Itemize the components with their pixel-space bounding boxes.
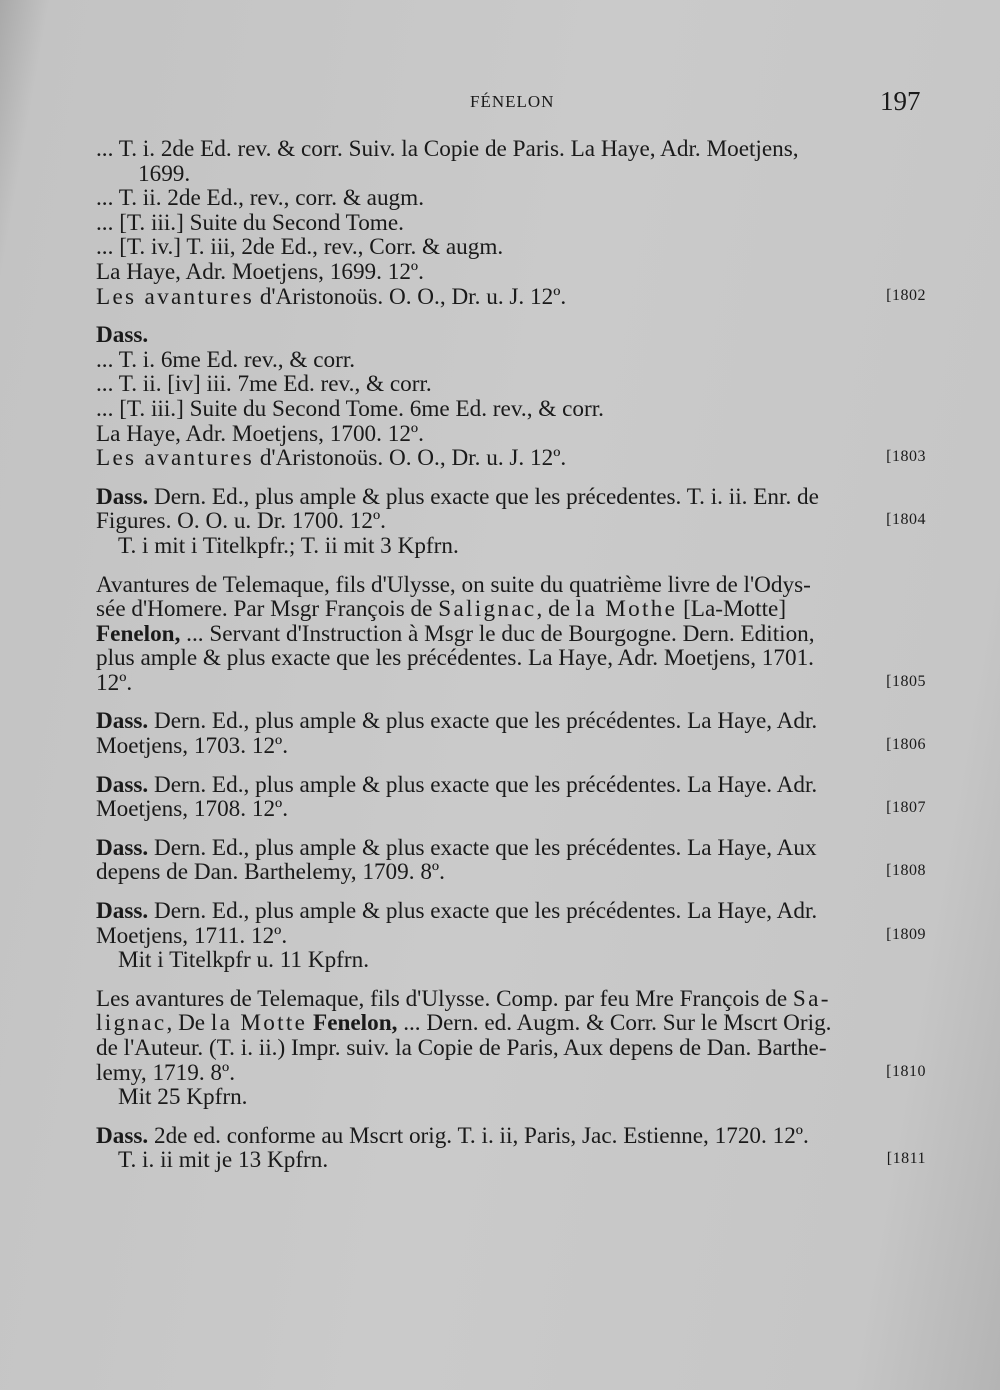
entry-1805 xyxy=(96,573,926,696)
entry-line xyxy=(96,773,926,798)
entry-number: [1807 xyxy=(886,799,926,817)
spaced-text: Sa- xyxy=(792,985,831,1012)
entry-text: 12º. xyxy=(96,669,133,696)
entry-text: Moetjens, 1708. 12º. xyxy=(96,796,289,823)
entry-line xyxy=(96,1124,926,1149)
entry-note: T. i. ii mit je 13 Kpfrn. xyxy=(118,1147,329,1174)
entry-line: plus ample & plus exacte que les précédentes. La Haye, Adr. Moetjens, 1701. xyxy=(96,645,814,672)
page-header xyxy=(0,86,1000,120)
entry-text: lemy, 1719. 8º. xyxy=(96,1059,235,1086)
entry-line xyxy=(96,671,926,696)
entry-dass: Dass. xyxy=(96,771,149,798)
entry-line: Avantures de Telemaque, fils d'Ulysse, on suite du quatrième livre de l'Odys- xyxy=(96,571,811,598)
entry-line xyxy=(96,485,926,510)
entry-line xyxy=(96,734,926,759)
entry-line xyxy=(96,1011,926,1036)
entry-line: La Haye, Adr. Moetjens, 1699. 12º. xyxy=(96,258,424,285)
entry-text: Dern. Ed., plus ample & plus exacte que les précédentes. La Haye. Adr. xyxy=(148,771,818,798)
entry-line xyxy=(96,446,926,471)
entry-text: Les avantures de Telemaque, fils d'Ulysse. Comp. par feu Mre François de xyxy=(96,985,793,1012)
entry-line: ... T. i. 2de Ed. rev. & corr. Suiv. la Copie de Paris. La Haye, Adr. Moetjens, xyxy=(96,136,799,162)
entry-line xyxy=(96,797,926,822)
author-name: Fenelon, xyxy=(96,620,181,647)
entry-text: Dern. Ed., plus ample & plus exacte que les précédentes. La Haye, Adr. xyxy=(148,898,818,925)
entry-number: [1808 xyxy=(886,862,926,880)
entry-1809 xyxy=(96,899,926,973)
author-name: Fenelon, xyxy=(313,1010,398,1037)
entry-text: Dern. Ed., plus ample & plus exacte que les précédentes. La Haye, Adr. xyxy=(148,708,818,735)
entry-text: , de xyxy=(536,596,576,623)
entry-line xyxy=(96,1061,926,1086)
entry-note: T. i mit i Titelkpfr.; T. ii mit 3 Kpfrn. xyxy=(118,532,459,559)
entry-line: ... [T. iii.] Suite du Second Tome. xyxy=(96,209,404,236)
entry-1808 xyxy=(96,836,926,885)
entry-number: [1803 xyxy=(886,448,926,466)
entry-line xyxy=(96,924,926,949)
page-number: 197 xyxy=(880,86,921,116)
entry-line xyxy=(96,987,926,1012)
entry-line: ... [T. iv.] T. iii, 2de Ed., rev., Corr. & augm. xyxy=(96,234,504,261)
entry-text: , De xyxy=(166,1010,211,1037)
entry-number: [1802 xyxy=(886,286,926,304)
entry-1806 xyxy=(96,709,926,758)
entry-note: Mit 25 Kpfrn. xyxy=(118,1084,248,1111)
running-head: FÉNELON xyxy=(470,92,555,111)
entry-text: depens de Dan. Barthelemy, 1709. 8º. xyxy=(96,859,445,886)
entry-line: ... [T. iii.] Suite du Second Tome. 6me Ed. rev., & corr. xyxy=(96,395,604,422)
entry-line: ... T. ii. [iv] iii. 7me Ed. rev., & corr. xyxy=(96,371,432,398)
entry-line xyxy=(96,860,926,885)
entry-number: [1809 xyxy=(886,925,926,943)
entry-dass: Dass. xyxy=(96,483,149,510)
entry-text: d'Aristonoüs. O. O., Dr. u. J. 12º. xyxy=(254,283,567,310)
entry-text: [La-Motte] xyxy=(677,596,787,623)
entry-dass: Dass. xyxy=(96,834,149,861)
entry-line xyxy=(96,836,926,861)
entry-1802 xyxy=(96,137,926,309)
entry-note: Mit i Titelkpfr u. 11 Kpfrn. xyxy=(118,947,369,974)
entry-number: [1811 xyxy=(886,1150,926,1168)
entry-text: d'Aristonoüs. O. O., Dr. u. J. 12º. xyxy=(254,445,567,472)
entry-line xyxy=(96,285,926,310)
entry-dass: Dass. xyxy=(96,322,149,349)
entry-text: 2de ed. conforme au Mscrt orig. T. i. ii, Paris, Jac. Estienne, 1720. 12º. xyxy=(148,1122,809,1149)
entry-dass: Dass. xyxy=(96,708,149,735)
entry-line: 1699. xyxy=(138,160,191,187)
entry-line xyxy=(96,622,926,647)
spaced-text: la Motte xyxy=(210,1010,308,1037)
entry-line: ... T. ii. 2de Ed., rev., corr. & augm. xyxy=(96,185,424,212)
bibliography-list xyxy=(96,137,926,1187)
spaced-text: Les avantures xyxy=(96,283,255,310)
entry-1804 xyxy=(96,485,926,559)
entry-line: ... T. i. 6me Ed. rev., & corr. xyxy=(96,346,356,373)
entry-number: [1806 xyxy=(886,736,926,754)
entry-text: Figures. O. O. u. Dr. 1700. 12º. xyxy=(96,508,386,535)
entry-line xyxy=(96,1148,926,1173)
entry-text: ... Dern. ed. Augm. & Corr. Sur le Mscrt Orig. xyxy=(397,1010,832,1037)
entry-text: Dern. Ed., plus ample & plus exacte que les précédentes. La Haye, Aux xyxy=(148,834,817,861)
entry-dass: Dass. xyxy=(96,898,149,925)
entry-line xyxy=(96,509,926,534)
entry-text: Moetjens, 1711. 12º. xyxy=(96,922,288,949)
entry-line: de l'Auteur. (T. i. ii.) Impr. suiv. la Copie de Paris, Aux depens de Dan. Barthe- xyxy=(96,1035,827,1061)
entry-1810 xyxy=(96,987,926,1110)
entry-1807 xyxy=(96,773,926,822)
entry-number: [1810 xyxy=(886,1062,926,1080)
entry-line xyxy=(96,597,926,622)
entry-line: La Haye, Adr. Moetjens, 1700. 12º. xyxy=(96,420,424,447)
spaced-text: lignac xyxy=(96,1010,167,1037)
spaced-text: la Mothe xyxy=(575,596,678,623)
entry-number: [1804 xyxy=(886,511,926,529)
entry-dass: Dass. xyxy=(96,1122,149,1149)
spaced-text: Les avantures xyxy=(96,445,255,472)
spaced-text: Salignac xyxy=(438,596,537,623)
entry-text: sée d'Homere. Par Msgr François de xyxy=(96,596,439,623)
entry-text: Moetjens, 1703. 12º. xyxy=(96,733,289,760)
entry-1811 xyxy=(96,1124,926,1173)
entry-line xyxy=(96,899,926,924)
entry-number: [1805 xyxy=(886,672,926,690)
entry-1803 xyxy=(96,323,926,471)
entry-text: ... Servant d'Instruction à Msgr le duc de Bourgogne. Dern. Edition, xyxy=(180,620,815,647)
entry-line xyxy=(96,709,926,734)
entry-text: Dern. Ed., plus ample & plus exacte que les précedentes. T. i. ii. Enr. de xyxy=(148,483,819,510)
